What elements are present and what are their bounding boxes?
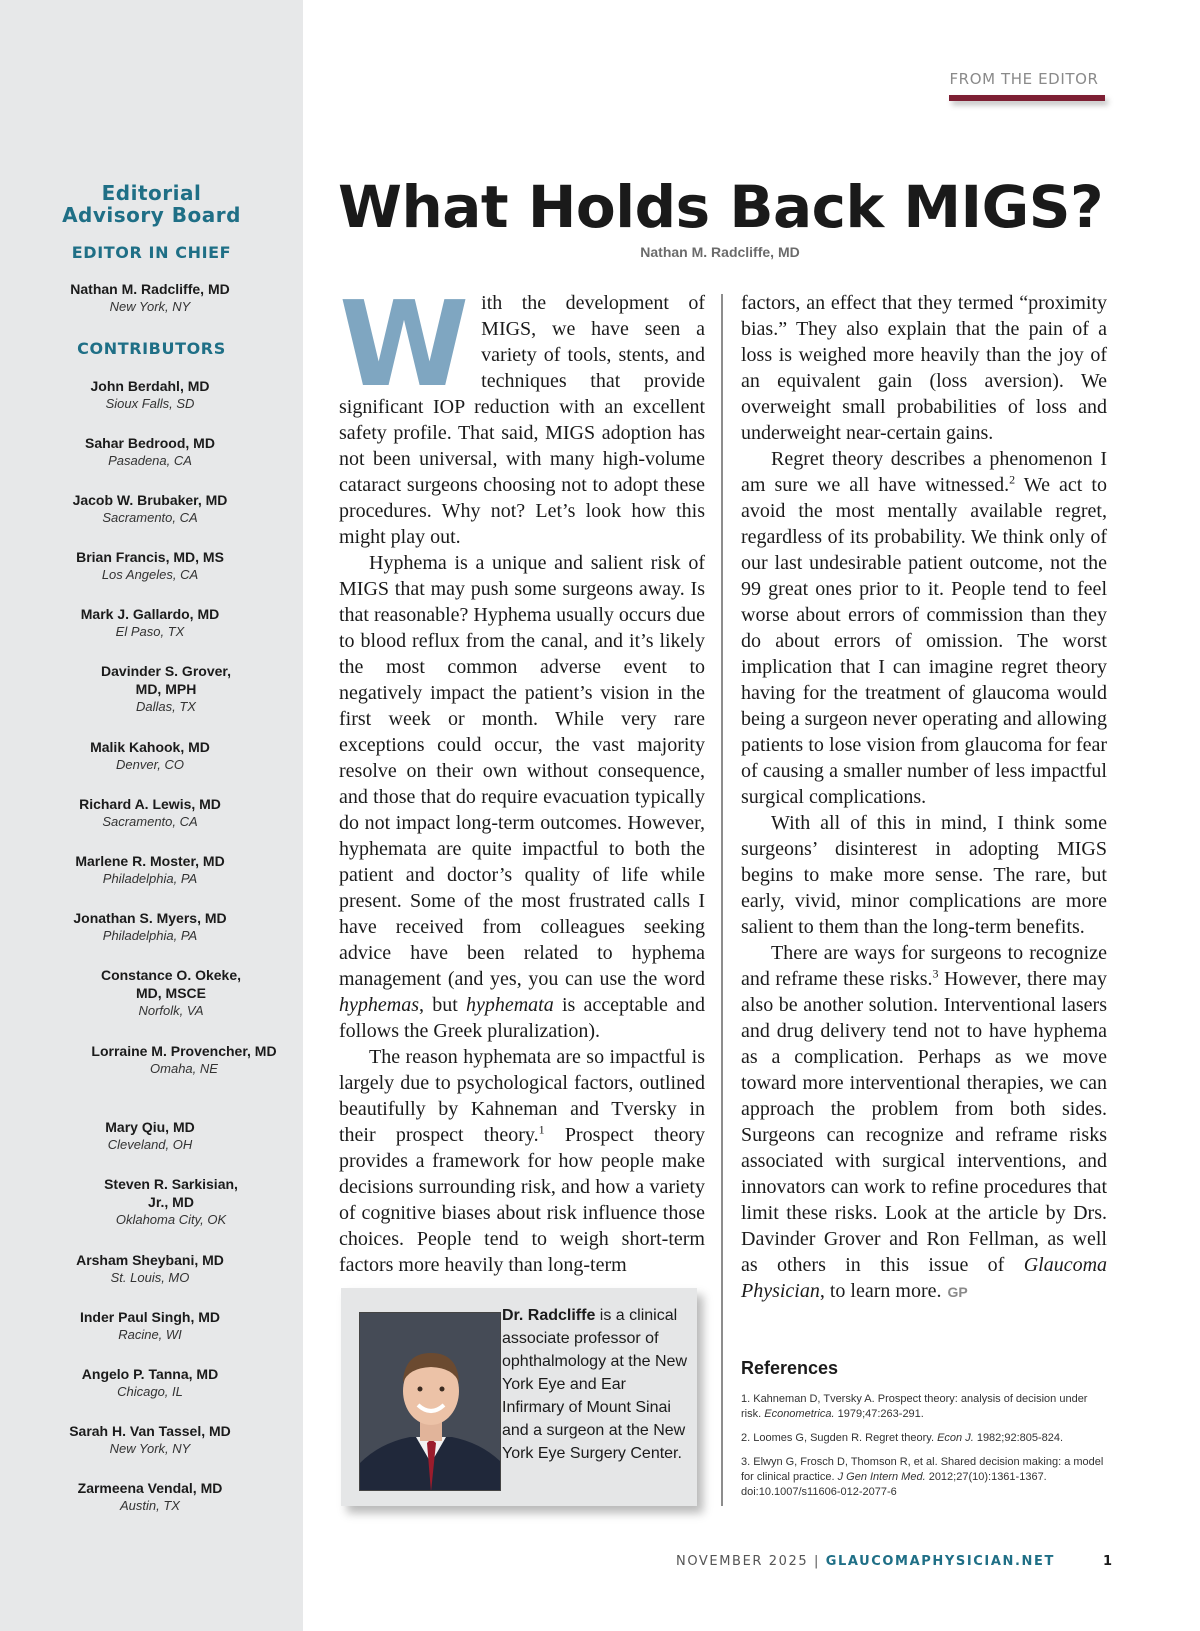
person-name: Jacob W. Brubaker, MD	[72, 492, 228, 508]
section-label: FROM THE EDITOR	[949, 70, 1099, 88]
footnote-marker: 1	[538, 1122, 545, 1137]
contributor	[46, 377, 254, 413]
contributor	[46, 738, 254, 774]
contributor	[96, 966, 272, 1020]
author-bio-box	[341, 1288, 697, 1506]
footer-issue: NOVEMBER 2025	[676, 1554, 809, 1569]
contributor	[46, 605, 254, 641]
reference-journal: J Gen Intern Med.	[837, 1471, 926, 1483]
person-name: Arsham Sheybani, MD	[76, 1252, 224, 1268]
paragraph-intro	[339, 275, 705, 550]
person-name: Malik Kahook, MD	[90, 739, 210, 755]
contributor	[46, 548, 254, 584]
italic-term: hyphemas	[339, 994, 419, 1016]
references-heading: References	[741, 1358, 839, 1378]
paragraph-text: factors, an effect that they termed “proximity bias.” They also explain that the pain of a loss is weighed more heavily than the joy of an equivalent gain (loss aversion). We overweight small probabilities of loss and underweight near-certain gains.	[741, 292, 1107, 444]
paragraph-text: With all of this in mind, I think some surgeons’ disinterest in adopting MIGS begins to make more sense. The rare, but early, vivid, minor complications are more salient to them than the long-term benefits.	[741, 812, 1107, 938]
person-name: Steven R. Sarkisian, Jr., MD	[104, 1176, 238, 1210]
reference-item	[741, 1431, 1107, 1446]
paragraph-text: However, there may also be another solution. Interventional lasers and drug delivery tend not to have hyphema as a complication. Perhaps as we move toward more interventional therapies, we can approach the problem from both sides. Surgeons can recognize and reframe risks associated with surgical interventions, and innovators can work to refine procedures that limit these risks. Look at the article by Drs. Davinder Grover and Ron Fellman, as well as others in this issue of	[741, 968, 1108, 1276]
article-column-left	[339, 275, 705, 1278]
paragraph-disinterest	[741, 810, 1107, 940]
page-number: 1	[1102, 1554, 1112, 1569]
editor-in-chief-heading: EDITOR IN CHIEF	[71, 243, 232, 262]
bio-description: is a clinical associate professor of ophthalmology at the New York Eye and Ear Infirmary of Mount Sinai and a surgeon at the New York Eye Surgery Center.	[502, 1307, 687, 1462]
reference-journal: Econ J.	[937, 1432, 974, 1444]
person-name: Mark J. Gallardo, MD	[80, 606, 220, 622]
footer-separator: |	[813, 1554, 820, 1569]
reference-item	[741, 1455, 1107, 1500]
person-name: John Berdahl, MD	[90, 378, 210, 394]
paragraph-text: Regret theory describes a phenomenon I am sure we all have witnessed.	[741, 448, 1107, 496]
paragraph-continued	[741, 290, 1107, 446]
paragraph-text: ith the development of MIGS, we have seen a variety of tools, stents, and techniques that provide significant IOP reduction with an excellent safety profile. That said, MIGS adoption has not been universal, with many high-volume cataract surgeons choosing not to adopt these procedures. Why not? Let’s look how this might play out.	[339, 292, 705, 548]
paragraph-text: is acceptable and follows the Greek pluralization).	[339, 994, 705, 1042]
article-title: What Holds Back MIGS?	[338, 173, 1104, 241]
person-location: Philadelphia, PA	[102, 871, 198, 886]
paragraph-text: The reason hyphemata are so impactful is largely due to psychological factors, outlined beautifully by Kahneman and Tversky in their prospect theory.	[339, 1046, 705, 1146]
person-location: Los Angeles, CA	[101, 567, 199, 582]
contributor	[46, 1118, 254, 1154]
person-location: St. Louis, MO	[110, 1270, 190, 1285]
paragraph-hyphema	[339, 550, 705, 1044]
contributor	[46, 852, 254, 888]
contributor	[46, 434, 254, 470]
person-name: Richard A. Lewis, MD	[79, 796, 221, 812]
reference-text: 1982;92:805-824.	[973, 1432, 1064, 1444]
person-location: Racine, WI	[118, 1327, 182, 1342]
reference-text: 2. Loomes G, Sugden R. Regret theory.	[741, 1432, 938, 1444]
person-location: Denver, CO	[116, 757, 184, 772]
contributor	[46, 491, 254, 527]
person-location: Philadelphia, PA	[102, 928, 198, 943]
board-title	[0, 182, 303, 226]
person-name: Lorraine M. Provencher, MD	[91, 1043, 277, 1059]
paragraph-text: There are ways for surgeons to recognize and reframe these risks.	[741, 942, 1107, 990]
reference-text: 1979;47:263-291.	[834, 1408, 924, 1420]
end-mark: GP	[947, 1284, 968, 1300]
person-location: Omaha, NE	[150, 1061, 218, 1076]
column-divider	[721, 294, 723, 1506]
contributor	[46, 1365, 254, 1401]
contributor	[46, 795, 254, 831]
article-byline: Nathan M. Radcliffe, MD	[640, 244, 800, 260]
reference-text: 1. Kahneman D, Tversky A. Prospect theory: analysis of decision under risk.	[741, 1393, 1088, 1420]
person-name: Marlene R. Moster, MD	[75, 853, 225, 869]
contributor	[46, 1422, 254, 1458]
author-portrait	[359, 1312, 501, 1491]
journal-name: Glaucoma Physician	[741, 1254, 1108, 1302]
contributor	[46, 909, 254, 945]
paragraph-regret-theory	[741, 446, 1107, 810]
paragraph-prospect-theory	[339, 1044, 705, 1278]
references-list	[741, 1392, 1107, 1509]
person-name: Brian Francis, MD, MS	[76, 549, 224, 565]
editor-in-chief	[46, 280, 254, 316]
person-name: Angelo P. Tanna, MD	[81, 1366, 219, 1382]
person-name: Sahar Bedrood, MD	[85, 435, 215, 451]
paragraph-text: We act to avoid the most mentally available regret, regardless of its probability. We think only of our last undesirable patient outcome, not the 99 great ones prior to it. People tend to feel worse about errors of commission than they do about errors of omission. The worst implication that I can imagine regret theory having for the treatment of glaucoma would being a surgeon never operating and allowing patients to lose vision from glaucoma for fear of causing a smaller number of less impactful surgical complications.	[741, 474, 1107, 808]
article-column-right	[741, 290, 1107, 1305]
person-location: Dallas, TX	[136, 699, 196, 714]
paragraph-text: , but	[418, 994, 458, 1016]
contributors-heading: CONTRIBUTORS	[77, 339, 226, 358]
reference-item	[741, 1392, 1107, 1422]
paragraph-solutions	[741, 940, 1107, 1305]
footnote-marker: 3	[932, 966, 939, 981]
contributor	[46, 1308, 254, 1344]
person-location: Sacramento, CA	[102, 814, 198, 829]
italic-term: hyphemata	[465, 994, 554, 1016]
footer-site-link[interactable]: GLAUCOMAPHYSICIAN.NET	[825, 1554, 1055, 1569]
author-name: Dr. Radcliffe	[502, 1307, 596, 1324]
person-name: Zarmeena Vendal, MD	[77, 1480, 223, 1496]
portrait-illustration	[360, 1313, 501, 1491]
author-bio-text	[502, 1304, 688, 1465]
person-location: Chicago, IL	[117, 1384, 183, 1399]
person-location: Oklahoma City, OK	[115, 1212, 227, 1227]
page-footer	[676, 1554, 1112, 1569]
editorial-sidebar	[0, 0, 303, 1631]
person-location: Norfolk, VA	[138, 1003, 204, 1018]
person-name: Davinder S. Grover, MD, MPH	[101, 663, 231, 697]
person-location: Sacramento, CA	[102, 510, 198, 525]
person-name: Sarah H. Van Tassel, MD	[69, 1423, 231, 1439]
reference-text: 2012;27(10):1361-1367. doi:10.1007/s11606-012-2077-6	[741, 1471, 1047, 1498]
drop-cap: W	[339, 275, 470, 413]
person-location: El Paso, TX	[115, 624, 185, 639]
person-name: Jonathan S. Myers, MD	[73, 910, 227, 926]
person-location: Pasadena, CA	[108, 453, 192, 468]
contributor	[96, 662, 272, 716]
person-location: New York, NY	[109, 1441, 191, 1456]
paragraph-text: Hyphema is a unique and salient risk of MIGS that may push some surgeons away. Is that reasonable? Hyphema usually occurs due to blood reflux from the canal, and it’s likely the most common adverse event to negatively impact the patient’s vision in the first week or month. While very rare exceptions could occur, the vast majority resolve on their own without consequence, and those that do require evacuation typically do not impact long-term outcomes. However, hyphemata are quite impactful to both the patient and doctor’s quality of life while present. Some of the most frustrated calls I have received from colleagues seeking advice have been related to hyphema management (and yes, you can use the word	[339, 552, 705, 990]
person-location: Sioux Falls, SD	[105, 396, 195, 411]
section-label-underline	[949, 95, 1105, 101]
contributor	[96, 1175, 272, 1229]
contributor	[46, 1479, 254, 1515]
person-name: Mary Qiu, MD	[105, 1119, 195, 1135]
person-location: New York, NY	[109, 299, 191, 314]
contributor	[90, 1042, 278, 1078]
board-title-line2: Advisory Board	[62, 203, 241, 227]
reference-journal: Econometrica.	[764, 1408, 835, 1420]
person-location: Cleveland, OH	[107, 1137, 193, 1152]
paragraph-text: , to learn more.	[819, 1280, 942, 1302]
paragraph-text: Prospect theory provides a framework for how people make decisions surrounding risk, and how a variety of cognitive biases about risk influence those choices. People tend to weigh short-term factors more heavily than long-term	[339, 1124, 705, 1276]
person-name: Nathan M. Radcliffe, MD	[70, 281, 230, 297]
person-location: Austin, TX	[120, 1498, 180, 1513]
person-name: Constance O. Okeke, MD, MSCE	[100, 967, 242, 1001]
reference-text: 3. Elwyn G, Frosch D, Thomson R, et al. Shared decision making: a model for clinical practice.	[741, 1456, 1104, 1483]
contributor	[46, 1251, 254, 1287]
person-name: Inder Paul Singh, MD	[79, 1309, 220, 1325]
board-title-line1: Editorial	[101, 181, 202, 205]
footnote-marker: 2	[1009, 472, 1016, 487]
